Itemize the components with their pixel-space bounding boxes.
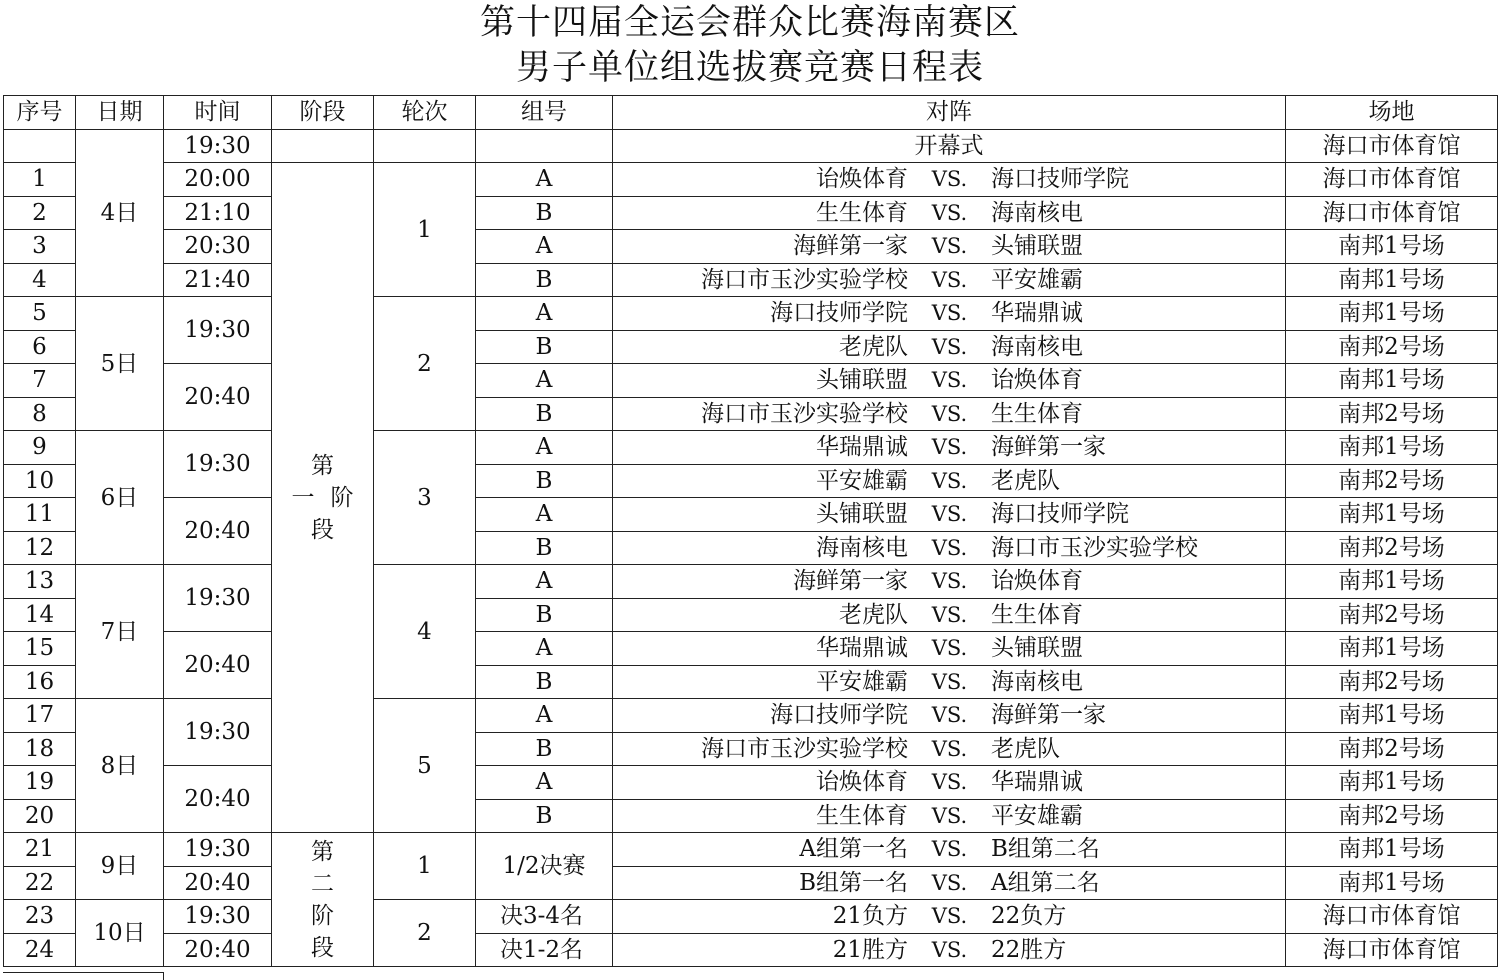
header-date: 日期 bbox=[76, 96, 164, 130]
cell-no: 5 bbox=[4, 297, 76, 331]
header-group: 组号 bbox=[476, 96, 613, 130]
vs-label: VS. bbox=[931, 904, 968, 929]
cell-no: 12 bbox=[4, 531, 76, 565]
cell-time: 20:40 bbox=[164, 766, 272, 833]
team-a: 生生体育 bbox=[816, 802, 908, 829]
cell-match bbox=[613, 263, 1286, 297]
team-a: 海南核电 bbox=[816, 534, 908, 561]
table-row bbox=[4, 297, 1498, 331]
table-row bbox=[4, 163, 1498, 197]
cell-no: 22 bbox=[4, 866, 76, 900]
cell-group: A bbox=[476, 632, 613, 666]
cell-time: 19:30 bbox=[164, 297, 272, 364]
table-row bbox=[4, 632, 1498, 666]
team-b: 海鲜第一家 bbox=[991, 702, 1106, 729]
cell-date: 7日 bbox=[76, 565, 164, 699]
cell-no: 3 bbox=[4, 230, 76, 264]
team-a: 平安雄霸 bbox=[816, 668, 908, 695]
cell-time: 20:00 bbox=[164, 163, 272, 197]
cell-group: A bbox=[476, 565, 613, 599]
cell-time: 19:30 bbox=[164, 833, 272, 867]
document-title-line2: 男子单位组选拔赛竞赛日程表 bbox=[515, 48, 984, 88]
header-match: 对阵 bbox=[613, 96, 1286, 130]
vs-label: VS. bbox=[931, 368, 968, 393]
vs-label: VS. bbox=[931, 468, 968, 493]
cell-date: 4日 bbox=[76, 129, 164, 297]
table-row bbox=[4, 699, 1498, 733]
cell-time: 19:30 bbox=[164, 431, 272, 498]
header-no: 序号 bbox=[4, 96, 76, 130]
cell-venue: 南邦1号场 bbox=[1286, 632, 1498, 666]
cell-match bbox=[613, 565, 1286, 599]
team-a: 生生体育 bbox=[816, 199, 908, 226]
bottom-rule-tick bbox=[163, 972, 165, 980]
cell-time: 20:40 bbox=[164, 498, 272, 565]
vs-label: VS. bbox=[931, 703, 968, 728]
team-a: 海鲜第一家 bbox=[793, 568, 908, 595]
cell-match bbox=[613, 833, 1286, 867]
cell-no: 20 bbox=[4, 799, 76, 833]
cell-venue: 南邦1号场 bbox=[1286, 263, 1498, 297]
cell-no: 1 bbox=[4, 163, 76, 197]
vs-label: VS. bbox=[931, 803, 968, 828]
team-a: 老虎队 bbox=[839, 601, 908, 628]
cell-time: 20:40 bbox=[164, 632, 272, 699]
vs-label: VS. bbox=[931, 301, 968, 326]
cell-round: 2 bbox=[374, 900, 476, 967]
team-a: B组第一名 bbox=[799, 869, 908, 896]
cell-venue: 南邦2号场 bbox=[1286, 598, 1498, 632]
cell-time: 21:40 bbox=[164, 263, 272, 297]
cell-stage-2 bbox=[272, 833, 374, 967]
cell-group: A bbox=[476, 498, 613, 532]
cell-group: A bbox=[476, 699, 613, 733]
header-time: 时间 bbox=[164, 96, 272, 130]
cell-match bbox=[613, 397, 1286, 431]
cell-group: B bbox=[476, 196, 613, 230]
vs-label: VS. bbox=[931, 535, 968, 560]
table-row bbox=[4, 498, 1498, 532]
cell-match bbox=[613, 196, 1286, 230]
team-a: 头铺联盟 bbox=[816, 501, 908, 528]
cell-group: B bbox=[476, 397, 613, 431]
cell-no: 13 bbox=[4, 565, 76, 599]
team-a: 21负方 bbox=[832, 903, 908, 930]
team-b: 生生体育 bbox=[991, 601, 1083, 628]
cell-match bbox=[613, 297, 1286, 331]
vs-label: VS. bbox=[931, 569, 968, 594]
cell-venue: 南邦2号场 bbox=[1286, 531, 1498, 565]
cell-venue: 南邦2号场 bbox=[1286, 330, 1498, 364]
cell-venue: 南邦1号场 bbox=[1286, 431, 1498, 465]
cell-round: 1 bbox=[374, 833, 476, 900]
cell-no: 24 bbox=[4, 933, 76, 967]
cell-group: B bbox=[476, 531, 613, 565]
cell-time: 19:30 bbox=[164, 699, 272, 766]
table-row bbox=[4, 263, 1498, 297]
team-a: 海口市玉沙实验学校 bbox=[701, 735, 908, 762]
team-a: 头铺联盟 bbox=[816, 367, 908, 394]
vs-label: VS. bbox=[931, 837, 968, 862]
cell-no: 23 bbox=[4, 900, 76, 934]
table-header-row bbox=[4, 96, 1498, 130]
vs-label: VS. bbox=[931, 736, 968, 761]
cell-match bbox=[613, 330, 1286, 364]
vs-label: VS. bbox=[931, 234, 968, 259]
cell-match bbox=[613, 866, 1286, 900]
cell-no: 11 bbox=[4, 498, 76, 532]
cell-match bbox=[613, 799, 1286, 833]
cell-match bbox=[613, 464, 1286, 498]
cell-date: 9日 bbox=[76, 833, 164, 900]
team-a: 华瑞鼎诚 bbox=[816, 434, 908, 461]
team-a: 诒焕体育 bbox=[816, 769, 908, 796]
cell-no: 17 bbox=[4, 699, 76, 733]
team-b: A组第二名 bbox=[991, 869, 1100, 896]
cell-venue: 南邦1号场 bbox=[1286, 230, 1498, 264]
cell-round: 3 bbox=[374, 431, 476, 565]
cell-date: 5日 bbox=[76, 297, 164, 431]
cell-no: 8 bbox=[4, 397, 76, 431]
cell-time: 19:30 bbox=[164, 900, 272, 934]
cell-match bbox=[613, 431, 1286, 465]
cell-no: 21 bbox=[4, 833, 76, 867]
table-row bbox=[4, 833, 1498, 867]
team-b: B组第二名 bbox=[991, 836, 1100, 863]
cell-stage-1 bbox=[272, 163, 374, 833]
team-b: 22胜方 bbox=[991, 936, 1067, 963]
cell-venue: 南邦1号场 bbox=[1286, 866, 1498, 900]
cell-match bbox=[613, 900, 1286, 934]
team-b: 平安雄霸 bbox=[991, 266, 1083, 293]
cell-venue: 南邦1号场 bbox=[1286, 297, 1498, 331]
cell-date: 10日 bbox=[76, 900, 164, 967]
team-b: 海口技师学院 bbox=[991, 501, 1129, 528]
team-b: 老虎队 bbox=[991, 735, 1060, 762]
cell-group bbox=[476, 129, 613, 163]
table-row bbox=[4, 933, 1498, 967]
cell-no: 4 bbox=[4, 263, 76, 297]
vs-label: VS. bbox=[931, 267, 968, 292]
cell-venue: 海口市体育馆 bbox=[1286, 900, 1498, 934]
team-b: 老虎队 bbox=[991, 467, 1060, 494]
team-a: 平安雄霸 bbox=[816, 467, 908, 494]
cell-group: A bbox=[476, 163, 613, 197]
vs-label: VS. bbox=[931, 334, 968, 359]
team-b: 生生体育 bbox=[991, 400, 1083, 427]
cell-no: 9 bbox=[4, 431, 76, 465]
vs-label: VS. bbox=[931, 167, 968, 192]
cell-venue: 南邦1号场 bbox=[1286, 565, 1498, 599]
team-b: 头铺联盟 bbox=[991, 635, 1083, 662]
vs-label: VS. bbox=[931, 502, 968, 527]
cell-match bbox=[613, 598, 1286, 632]
team-b: 华瑞鼎诚 bbox=[991, 300, 1083, 327]
cell-time: 20:40 bbox=[164, 866, 272, 900]
cell-group: B bbox=[476, 665, 613, 699]
vs-label: VS. bbox=[931, 636, 968, 661]
cell-group: A bbox=[476, 364, 613, 398]
cell-no: 7 bbox=[4, 364, 76, 398]
cell-group: A bbox=[476, 230, 613, 264]
team-b: 海口市玉沙实验学校 bbox=[991, 534, 1198, 561]
vs-label: VS. bbox=[931, 870, 968, 895]
vs-label: VS. bbox=[931, 669, 968, 694]
table-row bbox=[4, 866, 1498, 900]
cell-venue: 南邦2号场 bbox=[1286, 397, 1498, 431]
cell-match bbox=[613, 732, 1286, 766]
cell-no: 2 bbox=[4, 196, 76, 230]
cell-venue: 南邦2号场 bbox=[1286, 732, 1498, 766]
table-row bbox=[4, 766, 1498, 800]
bottom-rule bbox=[3, 972, 163, 974]
cell-time: 19:30 bbox=[164, 565, 272, 632]
cell-venue: 南邦1号场 bbox=[1286, 699, 1498, 733]
table-row bbox=[4, 900, 1498, 934]
team-b: 诒焕体育 bbox=[991, 367, 1083, 394]
vs-label: VS. bbox=[931, 937, 968, 962]
cell-group: B bbox=[476, 464, 613, 498]
cell-round: 5 bbox=[374, 699, 476, 833]
table-row bbox=[4, 196, 1498, 230]
cell-round bbox=[374, 129, 476, 163]
cell-match bbox=[613, 230, 1286, 264]
cell-match bbox=[613, 632, 1286, 666]
team-a: 海鲜第一家 bbox=[793, 233, 908, 260]
team-b: 海口技师学院 bbox=[991, 166, 1129, 193]
cell-group: B bbox=[476, 732, 613, 766]
cell-time: 20:40 bbox=[164, 933, 272, 967]
cell-match bbox=[613, 531, 1286, 565]
team-a: 诒焕体育 bbox=[816, 166, 908, 193]
cell-date: 8日 bbox=[76, 699, 164, 833]
team-b: 诒焕体育 bbox=[991, 568, 1083, 595]
cell-group: 1/2决赛 bbox=[476, 833, 613, 900]
cell-time: 20:30 bbox=[164, 230, 272, 264]
cell-match bbox=[613, 498, 1286, 532]
cell-no: 18 bbox=[4, 732, 76, 766]
cell-time: 21:10 bbox=[164, 196, 272, 230]
header-venue: 场地 bbox=[1286, 96, 1498, 130]
cell-no: 10 bbox=[4, 464, 76, 498]
cell-venue: 海口市体育馆 bbox=[1286, 196, 1498, 230]
team-a: 华瑞鼎诚 bbox=[816, 635, 908, 662]
cell-group: B bbox=[476, 799, 613, 833]
cell-venue: 南邦1号场 bbox=[1286, 766, 1498, 800]
cell-no bbox=[4, 129, 76, 163]
table-row bbox=[4, 565, 1498, 599]
vs-label: VS. bbox=[931, 602, 968, 627]
cell-venue: 海口市体育馆 bbox=[1286, 933, 1498, 967]
vs-label: VS. bbox=[931, 200, 968, 225]
document-title-line1: 第十四届全运会群众比赛海南赛区 bbox=[479, 3, 1020, 43]
cell-match bbox=[613, 364, 1286, 398]
cell-no: 19 bbox=[4, 766, 76, 800]
vs-label: VS. bbox=[931, 770, 968, 795]
cell-time: 19:30 bbox=[164, 129, 272, 163]
stage-2-label: 第 二 阶 段 bbox=[311, 838, 334, 961]
team-a: 海口技师学院 bbox=[770, 300, 908, 327]
cell-match bbox=[613, 163, 1286, 197]
team-a: A组第一名 bbox=[799, 836, 908, 863]
cell-match bbox=[613, 665, 1286, 699]
cell-no: 6 bbox=[4, 330, 76, 364]
header-stage: 阶段 bbox=[272, 96, 374, 130]
team-b: 海南核电 bbox=[991, 668, 1083, 695]
cell-match bbox=[613, 699, 1286, 733]
cell-group: 决1-2名 bbox=[476, 933, 613, 967]
table-row-opening bbox=[4, 129, 1498, 163]
cell-venue: 海口市体育馆 bbox=[1286, 163, 1498, 197]
cell-group: 决3-4名 bbox=[476, 900, 613, 934]
table-row bbox=[4, 364, 1498, 398]
cell-group: B bbox=[476, 263, 613, 297]
cell-group: A bbox=[476, 766, 613, 800]
table-row bbox=[4, 431, 1498, 465]
cell-no: 15 bbox=[4, 632, 76, 666]
cell-venue: 南邦2号场 bbox=[1286, 464, 1498, 498]
team-a: 老虎队 bbox=[839, 333, 908, 360]
cell-round: 2 bbox=[374, 297, 476, 431]
team-a: 21胜方 bbox=[832, 936, 908, 963]
cell-match bbox=[613, 766, 1286, 800]
cell-round: 1 bbox=[374, 163, 476, 297]
cell-time: 20:40 bbox=[164, 364, 272, 431]
header-round: 轮次 bbox=[374, 96, 476, 130]
cell-match bbox=[613, 933, 1286, 967]
cell-opening-ceremony: 开幕式 bbox=[613, 129, 1286, 163]
team-b: 22负方 bbox=[991, 903, 1067, 930]
cell-no: 16 bbox=[4, 665, 76, 699]
table-row bbox=[4, 230, 1498, 264]
cell-venue: 南邦2号场 bbox=[1286, 665, 1498, 699]
cell-date: 6日 bbox=[76, 431, 164, 565]
cell-group: B bbox=[476, 598, 613, 632]
vs-label: VS. bbox=[931, 435, 968, 460]
cell-venue: 南邦2号场 bbox=[1286, 799, 1498, 833]
stage-1-label: 第 一 阶 段 bbox=[291, 452, 354, 543]
team-b: 海南核电 bbox=[991, 333, 1083, 360]
cell-venue: 南邦1号场 bbox=[1286, 498, 1498, 532]
cell-venue: 海口市体育馆 bbox=[1286, 129, 1498, 163]
team-b: 头铺联盟 bbox=[991, 233, 1083, 260]
cell-venue: 南邦1号场 bbox=[1286, 364, 1498, 398]
team-a: 海口市玉沙实验学校 bbox=[701, 266, 908, 293]
team-a: 海口市玉沙实验学校 bbox=[701, 400, 908, 427]
cell-group: A bbox=[476, 431, 613, 465]
team-b: 海鲜第一家 bbox=[991, 434, 1106, 461]
cell-round: 4 bbox=[374, 565, 476, 699]
cell-venue: 南邦1号场 bbox=[1286, 833, 1498, 867]
team-a: 海口技师学院 bbox=[770, 702, 908, 729]
team-b: 海南核电 bbox=[991, 199, 1083, 226]
team-b: 平安雄霸 bbox=[991, 802, 1083, 829]
cell-group: B bbox=[476, 330, 613, 364]
cell-group: A bbox=[476, 297, 613, 331]
vs-label: VS. bbox=[931, 401, 968, 426]
schedule-table bbox=[3, 95, 1498, 967]
team-b: 华瑞鼎诚 bbox=[991, 769, 1083, 796]
cell-stage bbox=[272, 129, 374, 163]
cell-no: 14 bbox=[4, 598, 76, 632]
